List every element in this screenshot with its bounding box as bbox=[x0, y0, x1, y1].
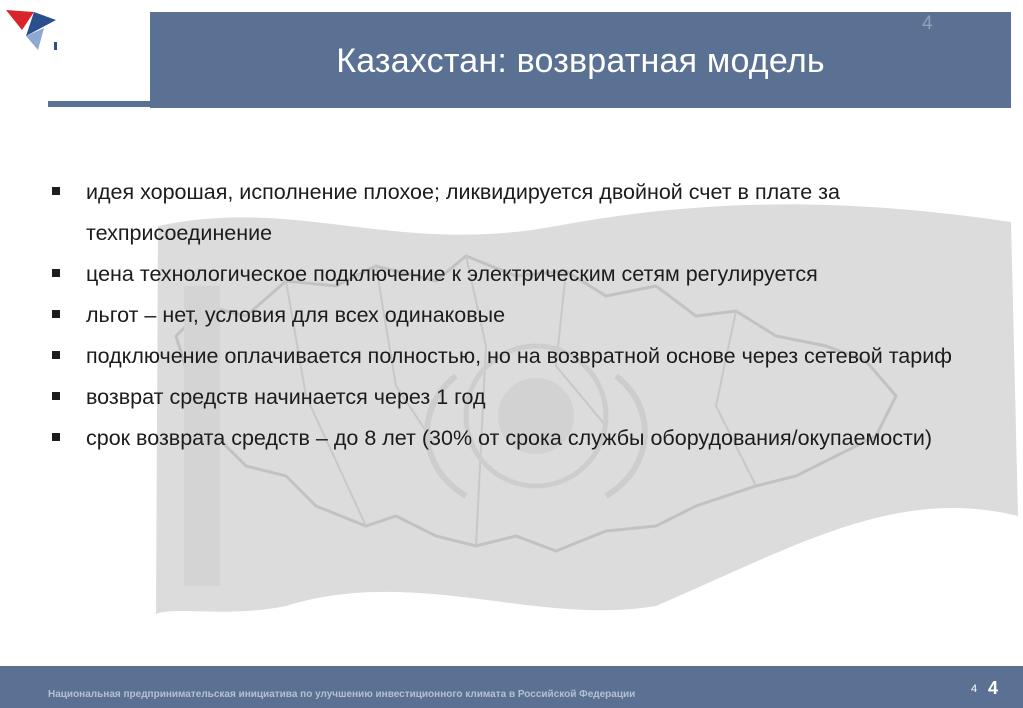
square-bullet-icon bbox=[52, 187, 60, 195]
square-bullet-icon bbox=[52, 269, 60, 277]
square-bullet-icon bbox=[52, 433, 60, 441]
header-accent-line bbox=[48, 101, 150, 107]
footer-text: Национальная предпринимательская инициатива по улучшению инвестиционного климата в Российской Федерации bbox=[48, 689, 636, 700]
square-bullet-icon bbox=[52, 392, 60, 400]
footer-bar bbox=[0, 666, 1023, 708]
list-item bbox=[48, 336, 1013, 377]
bullet-text: цена технологическое подключение к электрическим сетям регулируется bbox=[86, 262, 818, 286]
bullet-text: подключение оплачивается полностью, но на возвратной основе через сетевой тариф bbox=[86, 344, 952, 368]
bullet-text: возврат средств начинается через 1 год bbox=[86, 385, 486, 409]
list-item bbox=[48, 172, 1013, 254]
header-page-number: 4 bbox=[922, 13, 933, 34]
bullet-list bbox=[48, 172, 1013, 459]
bullet-text: срок возврата средств – до 8 лет (30% от срока службы оборудования/окупаемости) bbox=[86, 426, 933, 450]
bullet-text: льгот – нет, условия для всех одинаковые bbox=[86, 303, 506, 327]
page-title: Казахстан: возвратная модель bbox=[336, 42, 825, 80]
footer-page-number-small: 4 bbox=[971, 683, 978, 695]
square-bullet-icon bbox=[52, 351, 60, 359]
bullet-text: идея хорошая, исполнение плохое; ликвидируется двойной счет в плате за техприсоединение bbox=[86, 180, 840, 245]
logo-mark-icon bbox=[4, 6, 60, 50]
list-item bbox=[48, 254, 1013, 295]
list-item bbox=[48, 295, 1013, 336]
header-bar bbox=[150, 12, 1011, 108]
list-item bbox=[48, 377, 1013, 418]
list-item bbox=[48, 418, 1013, 459]
square-bullet-icon bbox=[52, 310, 60, 318]
footer-page-number: 4 bbox=[988, 678, 999, 698]
